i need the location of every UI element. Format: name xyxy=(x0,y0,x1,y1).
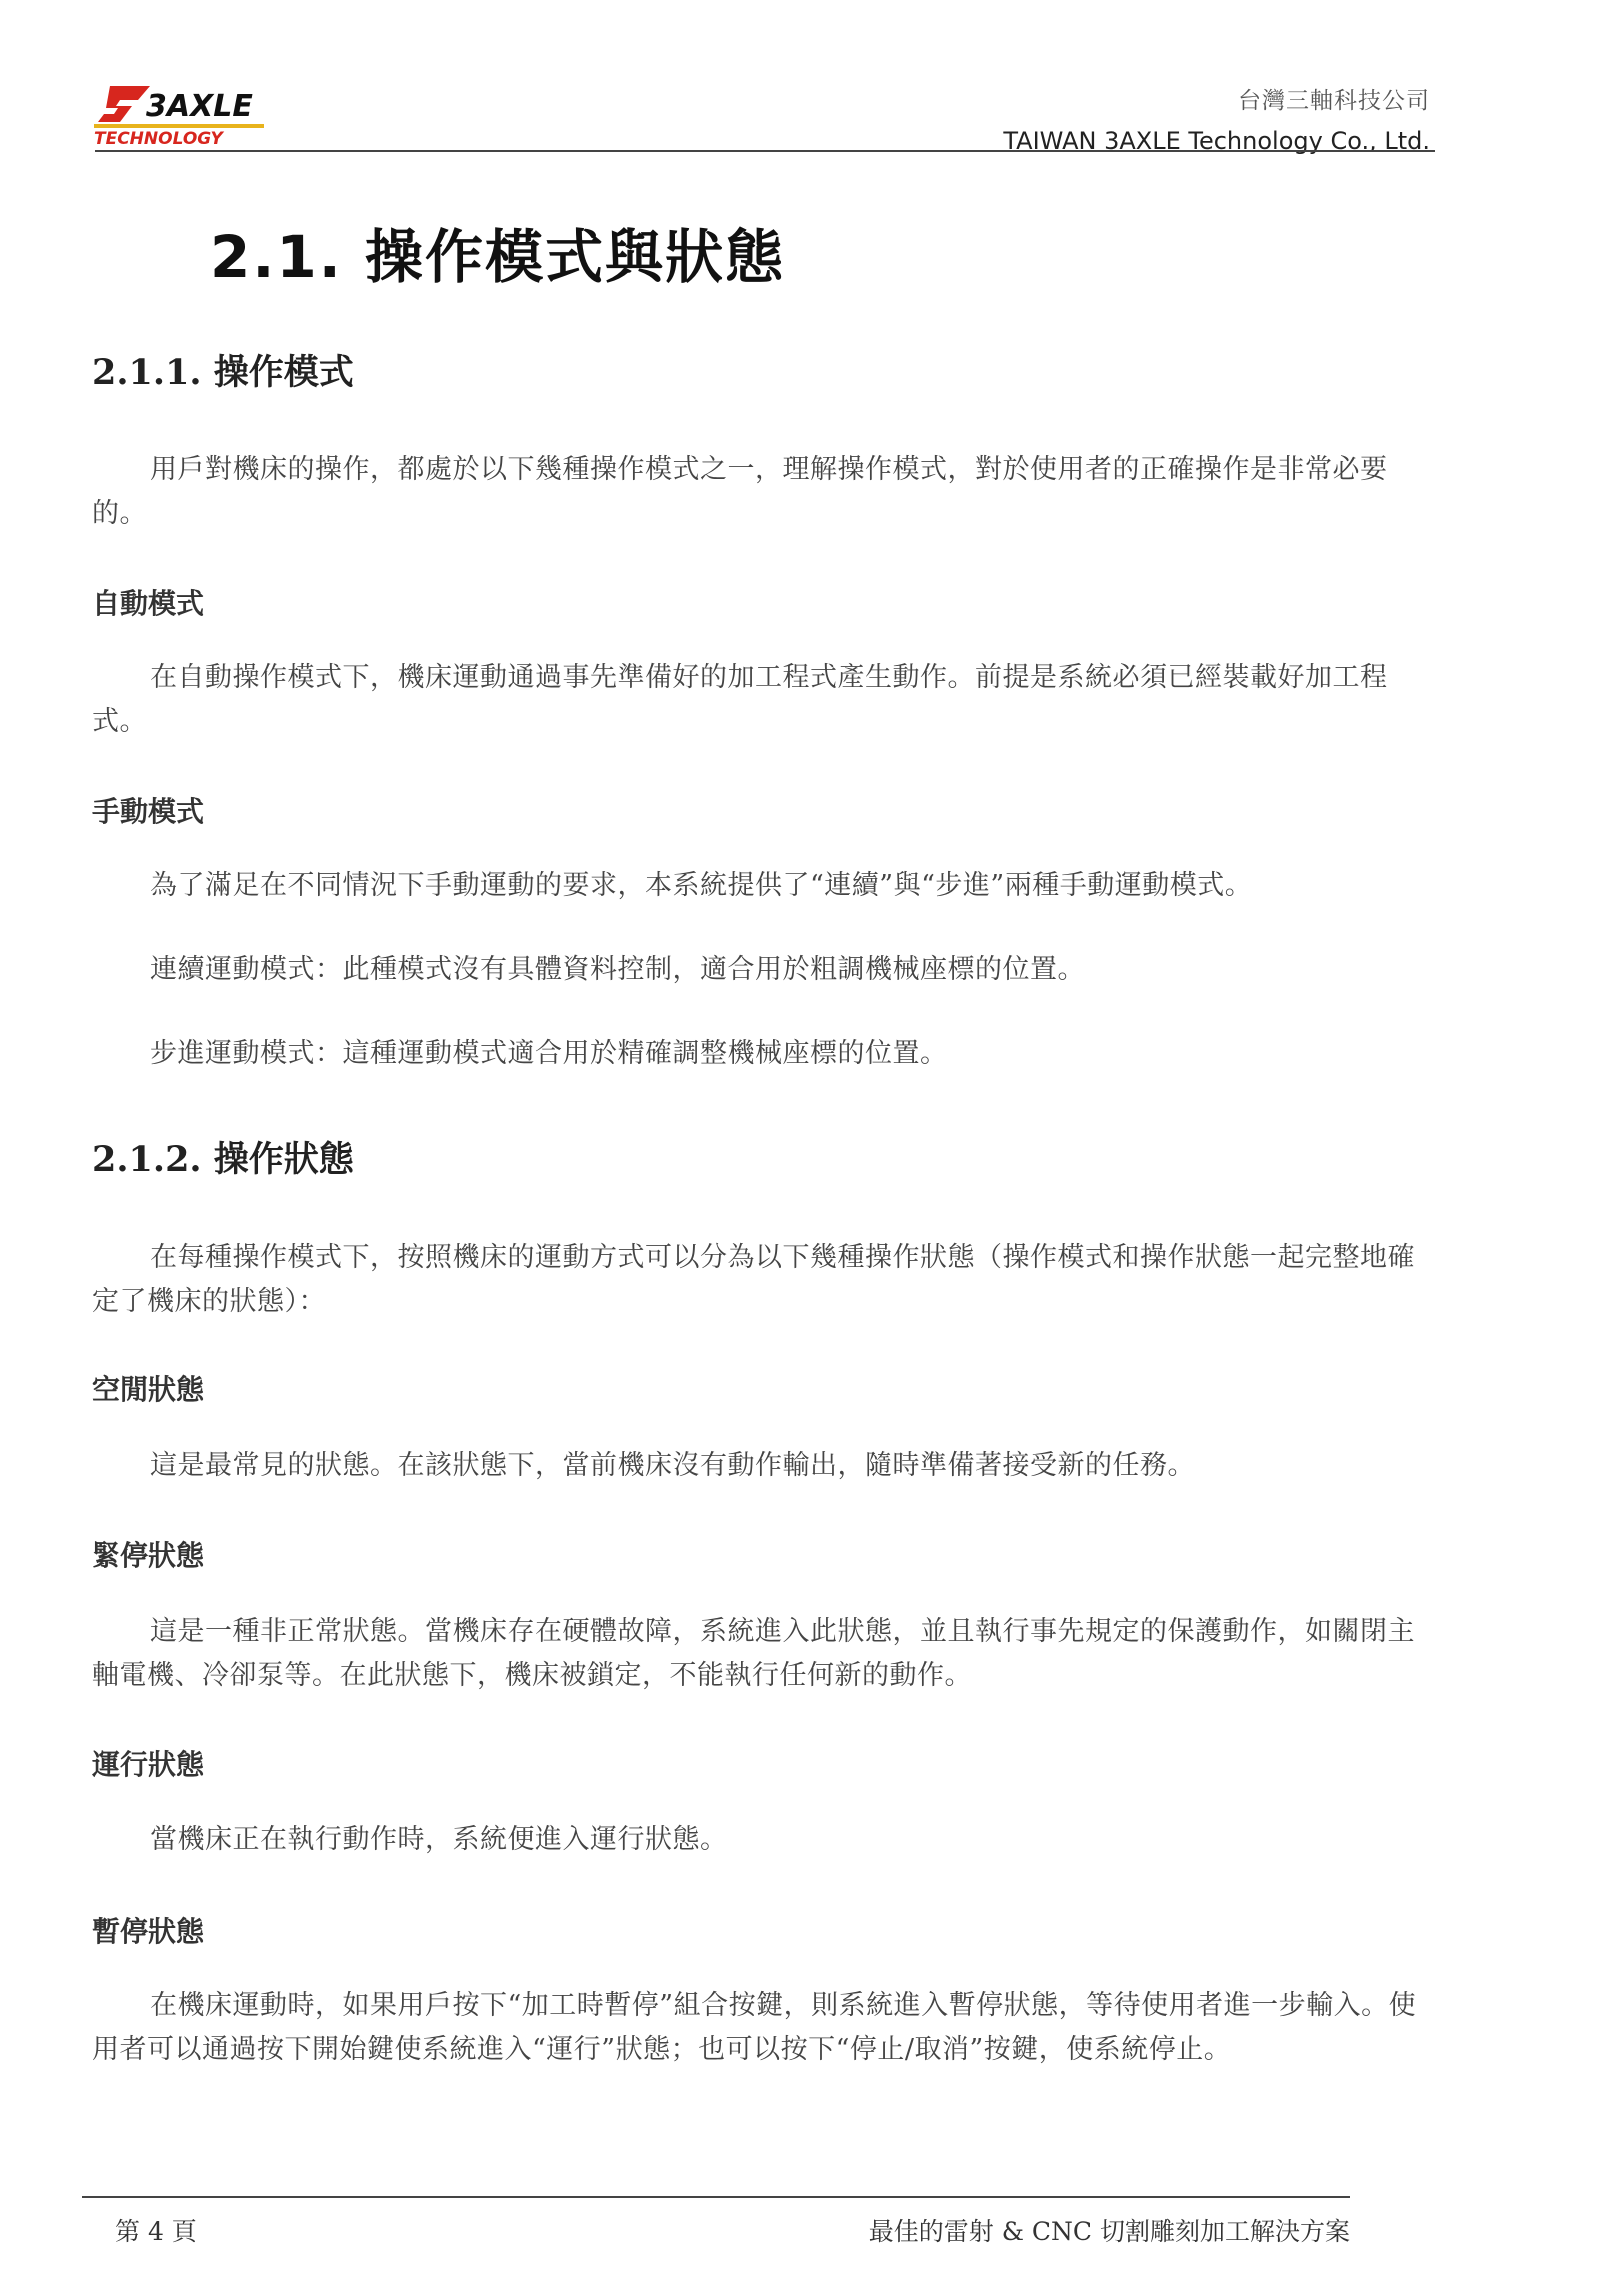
paragraph-step-mode: 步進運動模式：這種運動模式適合用於精確調整機械座標的位置。 xyxy=(150,1038,948,1069)
subheading-auto-mode: 自動模式 xyxy=(92,587,205,620)
header-divider xyxy=(95,150,1435,152)
footer-slogan: 最佳的雷射 & CNC 切割雕刻加工解決方案 xyxy=(868,2217,1350,2246)
company-block xyxy=(1003,82,1430,155)
heading-operation-states: 2.1.2. 操作狀態 xyxy=(92,1139,354,1180)
paragraph-auto-mode: 在自動操作模式下，機床運動通過事先準備好的加工程式產生動作。前提是系統必須已經裝載好加工程式。 xyxy=(92,662,1388,737)
paragraph-pause-state: 在機床運動時，如果用戶按下“加工時暫停”組合按鍵，則系統進入暫停狀態，等待使用者進一步輸入。使用者可以通過按下開始鍵使系統進入“運行”狀態；也可以按下“停止/取消”按鍵，使系統停止。 xyxy=(92,1990,1417,2065)
subheading-run-state: 運行狀態 xyxy=(92,1748,205,1781)
footer-divider xyxy=(82,2196,1350,2198)
paragraph-manual-mode: 為了滿足在不同情況下手動運動的要求，本系統提供了“連續”與“步進”兩種手動運動模式。 xyxy=(150,870,1253,901)
logo-text: 3AXLE xyxy=(146,89,253,124)
subheading-manual-mode: 手動模式 xyxy=(92,795,205,828)
logo-subtext: TECHNOLOGY xyxy=(94,129,223,148)
paragraph-idle-state: 這是最常見的狀態。在該狀態下，當前機床沒有動作輸出，隨時準備著接受新的任務。 xyxy=(150,1450,1195,1481)
company-name-en: TAIWAN 3AXLE Technology Co., Ltd. xyxy=(1003,127,1430,155)
paragraph-modes-intro: 用戶對機床的操作，都處於以下幾種操作模式之一，理解操作模式，對於使用者的正確操作是非常必要的。 xyxy=(92,454,1388,529)
paragraph-states-intro: 在每種操作模式下，按照機床的運動方式可以分為以下幾種操作狀態（操作模式和操作狀態一起完整地確定了機床的狀態）： xyxy=(92,1242,1415,1317)
paragraph-continuous-mode: 連續運動模式：此種模式沒有具體資料控制，適合用於粗調機械座標的位置。 xyxy=(150,954,1085,985)
company-name-zh: 台灣三軸科技公司 xyxy=(1238,88,1430,114)
paragraph-run-state: 當機床正在執行動作時，系統便進入運行狀態。 xyxy=(150,1824,728,1855)
subheading-estop-state: 緊停狀態 xyxy=(92,1539,205,1572)
subheading-idle-state: 空閒狀態 xyxy=(92,1373,205,1406)
subheading-pause-state: 暫停狀態 xyxy=(92,1915,205,1948)
heading-operation-modes: 2.1.1. 操作模式 xyxy=(92,352,354,393)
section-title: 2.1. 操作模式與狀態 xyxy=(210,223,785,291)
company-logo xyxy=(90,78,280,148)
page-number: 第 4 頁 xyxy=(115,2217,197,2246)
paragraph-estop-state: 這是一種非正常狀態。當機床存在硬體故障，系統進入此狀態，並且執行事先規定的保護動作，如關閉主軸電機、冷卻泵等。在此狀態下，機床被鎖定，不能執行任何新的動作。 xyxy=(92,1616,1415,1691)
